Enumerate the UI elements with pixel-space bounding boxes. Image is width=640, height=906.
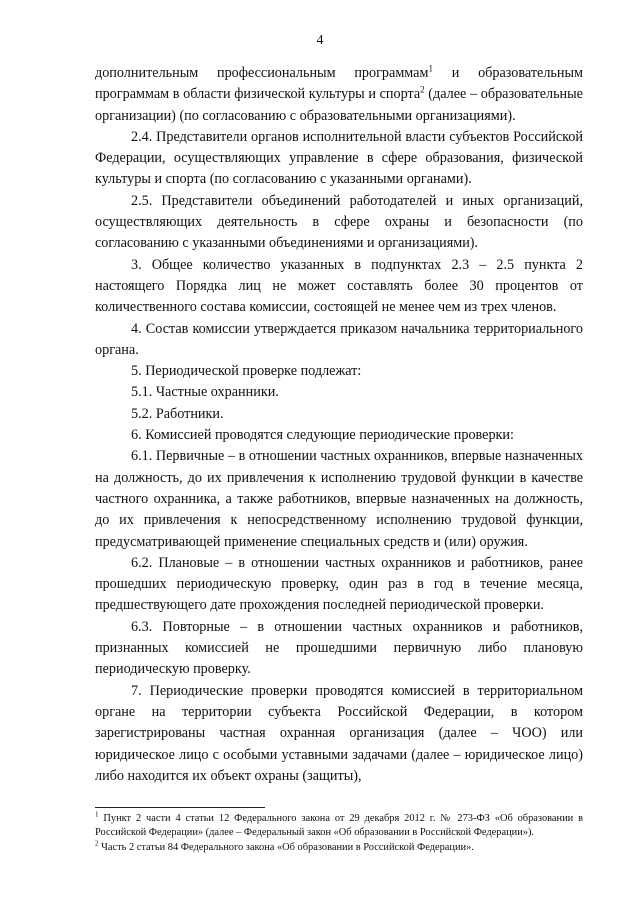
paragraph-text: дополнительным профессиональным программам	[95, 65, 429, 81]
footnote-text: Часть 2 статьи 84 Федерального закона «Об образовании в Российской Федерации».	[98, 841, 474, 853]
paragraph: 7. Периодические проверки проводятся комиссией в территориальном органе на территории субъекта Российской Федерации, в котором зарегистрированы частная охранная организация (далее – ЧОО) или юридическое лицо с особыми уставными задачами (далее – юридическое лицо) либо находится их объект охраны (защиты),	[95, 682, 583, 784]
paragraph-text: (далее – образовательные организации) (по согласованию с образовательными организациями).	[95, 86, 583, 124]
footnote-reference: 1	[428, 63, 433, 74]
paragraph: 6.3. Повторные – в отношении частных охранников и работников, признанных комиссией не прошедшими первичную либо плановую периодическую проверку.	[95, 618, 583, 678]
paragraph-text: и образовательным программам в области физической культуры и спорта	[95, 65, 583, 103]
paragraph: 6. Комиссией проводятся следующие периодические проверки:	[131, 427, 514, 444]
paragraph: 6.1. Первичные – в отношении частных охранников, впервые назначенных на должность, до их привлечения к исполнению трудовой функции в качестве частного охранника, а также работников, впервые назначенных на должность, до их привлечения к непосредственному исполнению трудовой функции, предусматривающей применение специальных средств и (или) оружия.	[95, 448, 583, 550]
footnote-separator	[95, 807, 265, 808]
footnote-reference: 2	[420, 84, 425, 95]
footnote-text: Пункт 2 части 4 статьи 12 Федерального закона от 29 декабря 2012 г. № 273-ФЗ «Об образовании в Российской Федерации» (далее – Федеральный закон «Об образовании в Российской Федерации»).	[95, 813, 583, 839]
paragraph	[95, 63, 583, 127]
paragraph: 2.4. Представители органов исполнительной власти субъектов Российской Федерации, осуществляющих управление в сфере образования, физической культуры и спорта (по согласованию с указанными органами).	[95, 128, 583, 188]
footnote-mark: 2	[95, 839, 99, 848]
paragraph: 6.2. Плановые – в отношении частных охранников и работников, ранее прошедших периодическую проверку, один раз в год в течение месяца, предшествующего дате прохождения последней периодической проверки.	[95, 554, 583, 614]
footnotes	[95, 812, 583, 855]
paragraph: 3. Общее количество указанных в подпунктах 2.3 – 2.5 пункта 2 настоящего Порядка лиц не может составлять более 30 процентов от количественного состава комиссии, состоящей не менее чем из трех членов.	[95, 256, 583, 316]
footnote-mark: 1	[95, 810, 99, 819]
paragraph: 5.2. Работники.	[131, 405, 224, 422]
document-body	[95, 63, 583, 787]
paragraph: 4. Состав комиссии утверждается приказом начальника территориального органа.	[95, 320, 583, 358]
paragraph: 5. Периодической проверке подлежат:	[131, 363, 362, 380]
footnote	[95, 841, 583, 855]
paragraph: 2.5. Представители объединений работодателей и иных организаций, осуществляющих деятельность в сфере охраны и безопасности (по согласованию с указанными объединениями и организациями).	[95, 192, 583, 252]
footnote	[95, 812, 583, 841]
page-number: 4	[316, 33, 324, 48]
paragraph: 5.1. Частные охранники.	[131, 384, 279, 401]
